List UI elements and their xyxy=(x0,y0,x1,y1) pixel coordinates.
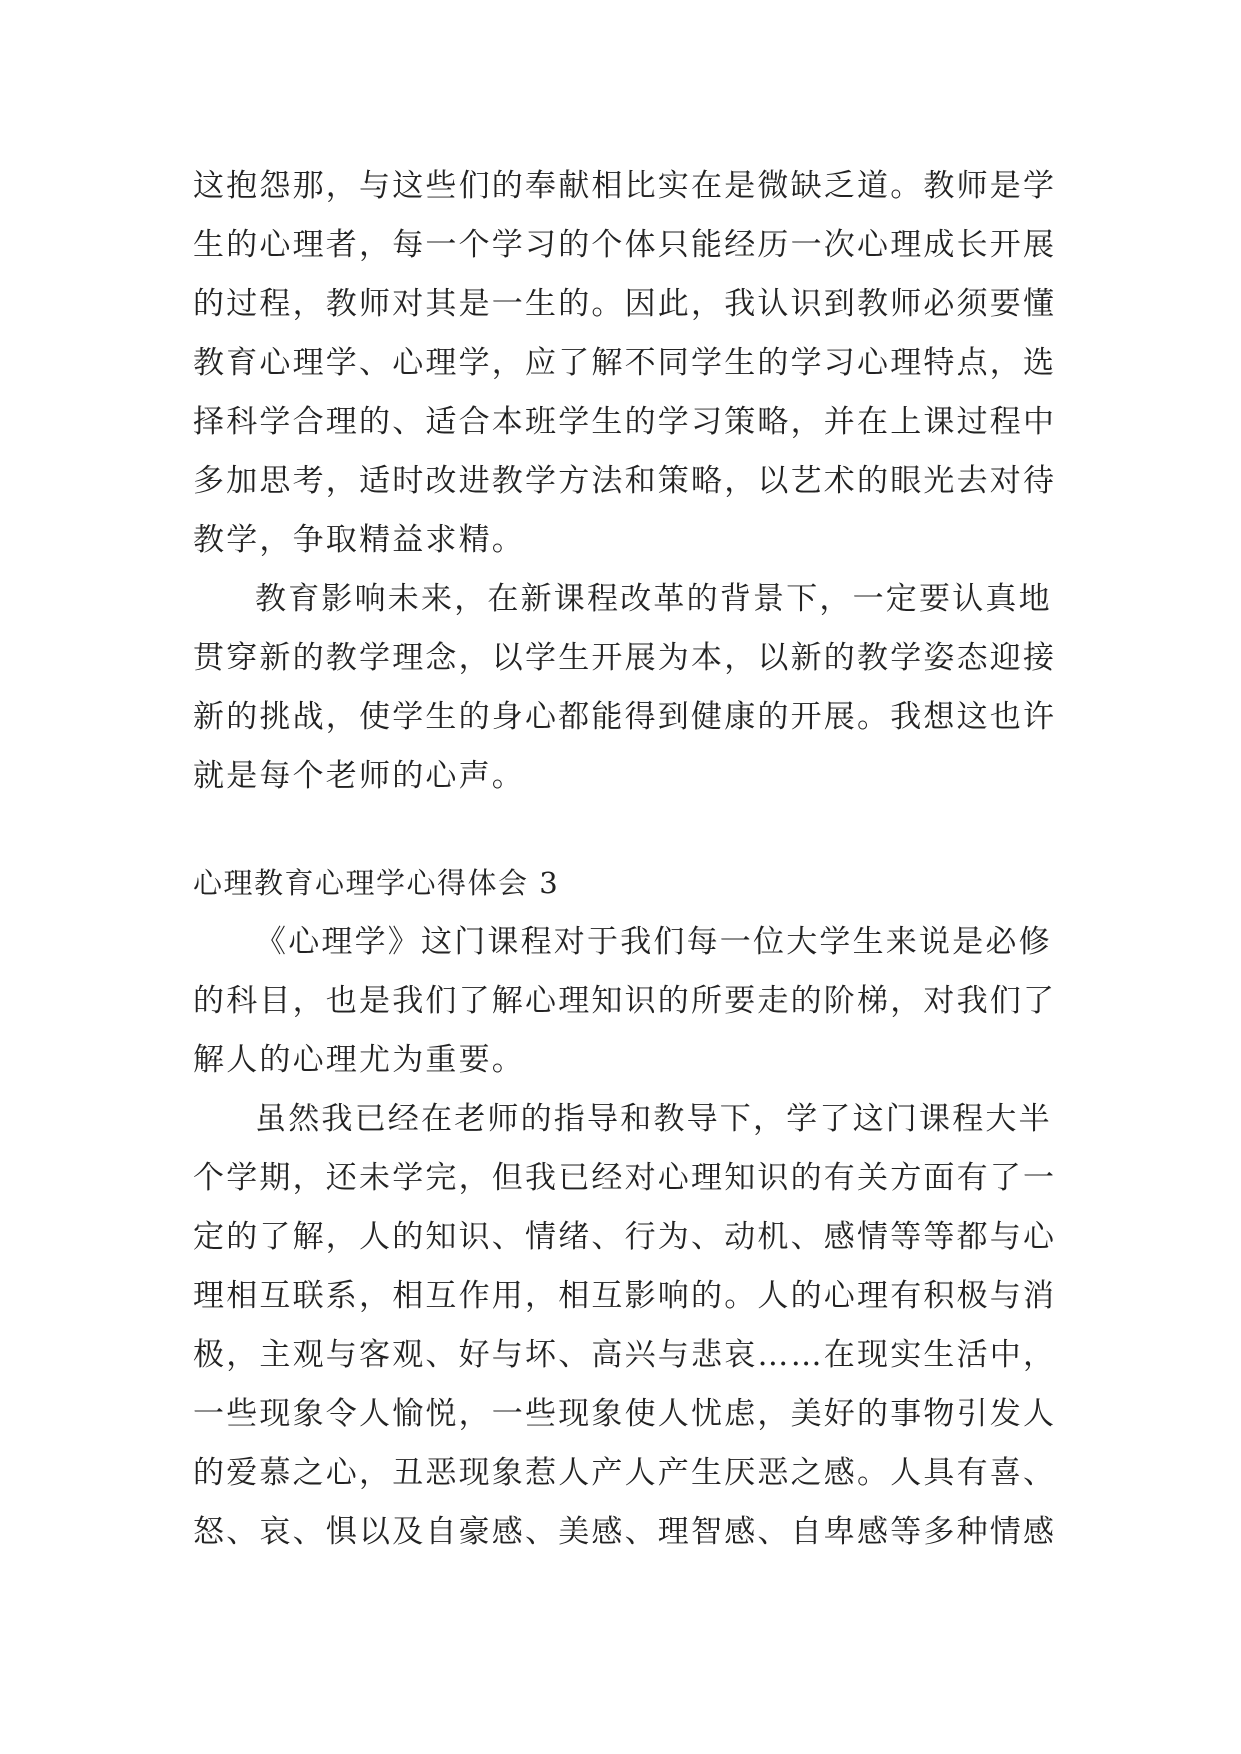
paragraph-4-line: 个学期，还未学完，但我已经对心理知识的有关方面有了一 xyxy=(193,1160,1057,1196)
paragraph-4-line: 理相互联系，相互作用，相互影响的。人的心理有积极与消 xyxy=(193,1278,1057,1314)
paragraph-2-line: 贯穿新的教学理念，以学生开展为本，以新的教学姿态迎接 xyxy=(193,640,1057,676)
paragraph-3-line: 解人的心理尤为重要。 xyxy=(193,1042,525,1078)
paragraph-3-line: 《心理学》这门课程对于我们每一位大学生来说是必修 xyxy=(255,924,1052,960)
paragraph-2-line: 新的挑战，使学生的身心都能得到健康的开展。我想这也许 xyxy=(193,699,1057,735)
paragraph-4-line: 怒、哀、惧以及自豪感、美感、理智感、自卑感等多种情感 xyxy=(193,1514,1057,1550)
paragraph-1-line: 这抱怨那，与这些们的奉献相比实在是微缺乏道。教师是学 xyxy=(193,168,1057,204)
paragraph-1-line: 的过程，教师对其是一生的。因此，我认识到教师必须要懂 xyxy=(193,286,1057,322)
paragraph-1-line: 多加思考，适时改进教学方法和策略，以艺术的眼光去对待 xyxy=(193,463,1057,499)
paragraph-3-line: 的科目，也是我们了解心理知识的所要走的阶梯，对我们了 xyxy=(193,983,1057,1019)
paragraph-4-line: 虽然我已经在老师的指导和教导下，学了这门课程大半 xyxy=(255,1101,1052,1137)
paragraph-4-line: 定的了解，人的知识、情绪、行为、动机、感情等等都与心 xyxy=(193,1219,1057,1255)
paragraph-4-line: 极，主观与客观、好与坏、高兴与悲哀……在现实生活中， xyxy=(193,1337,1057,1373)
paragraph-1-line: 教育心理学、心理学，应了解不同学生的学习心理特点，选 xyxy=(193,345,1057,381)
section-heading: 心理教育心理学心得体会 3 xyxy=(193,866,560,900)
paragraph-4-line: 一些现象令人愉悦，一些现象使人忧虑，美好的事物引发人 xyxy=(193,1396,1057,1432)
paragraph-2-line: 就是每个老师的心声。 xyxy=(193,758,525,794)
paragraph-1-line: 教学，争取精益求精。 xyxy=(193,522,525,558)
paragraph-2-line: 教育影响未来，在新课程改革的背景下，一定要认真地 xyxy=(255,581,1052,617)
paragraph-1-line: 生的心理者，每一个学习的个体只能经历一次心理成长开展 xyxy=(193,227,1057,263)
paragraph-1-line: 择科学合理的、适合本班学生的学习策略，并在上课过程中 xyxy=(193,404,1057,440)
paragraph-4-line: 的爱慕之心，丑恶现象惹人产人产生厌恶之感。人具有喜、 xyxy=(193,1455,1057,1491)
